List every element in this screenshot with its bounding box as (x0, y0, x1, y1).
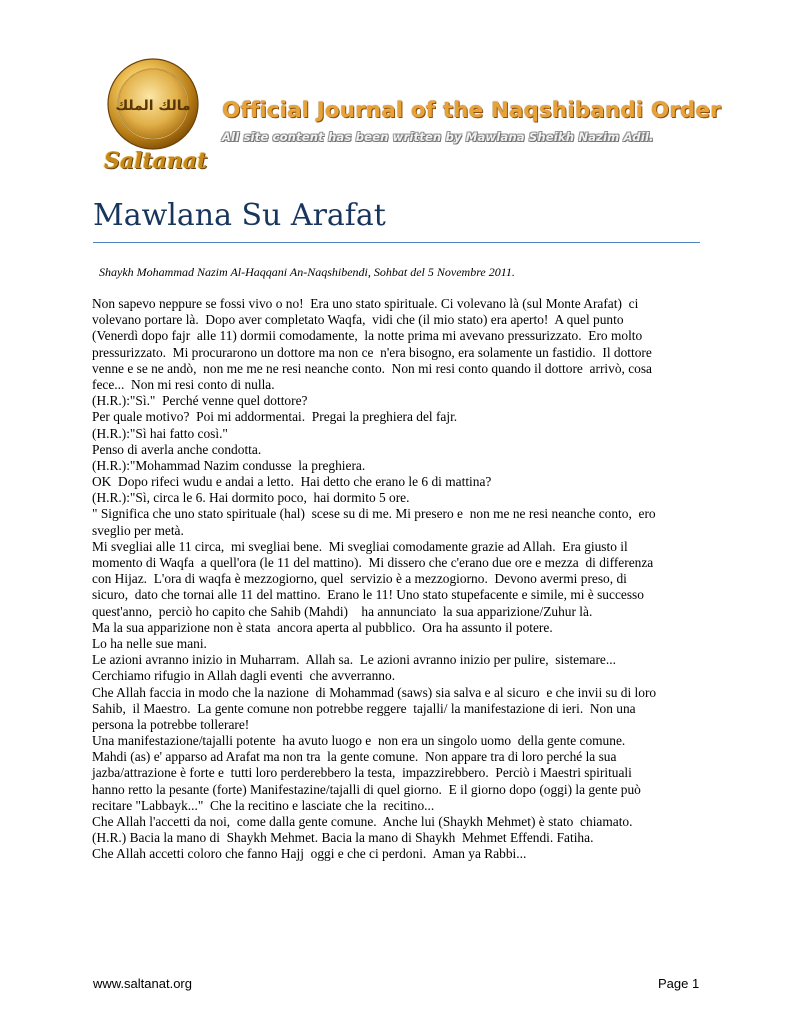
page-number: Page 1 (658, 976, 700, 991)
title-divider (93, 242, 700, 243)
body-line: persona la potrebbe tollerare! (92, 716, 250, 732)
logo-wordmark: Saltanat (104, 148, 208, 174)
body-line: quest'anno, perciò ho capito che Sahib (Mahdi) ha annunciato la sua apparizione/Zuhur là. (92, 603, 593, 619)
byline: Shaykh Mohammad Nazim Al-Haqqani An-Naqshibendi, Sohbat del 5 Novembre 2011. (99, 265, 515, 279)
body-line: Penso di averla anche condotta. (92, 441, 262, 457)
body-line: Per quale motivo? Poi mi addormentai. Pregai la preghiera del fajr. (92, 409, 458, 425)
body-line: Ma la sua apparizione non è stata ancora aperta al pubblico. Ora ha assunto il potere. (92, 619, 553, 635)
body-line: Cerchiamo rifugio in Allah dagli eventi che avverranno. (92, 668, 396, 684)
body-line: (H.R.):"Sì, circa le 6. Hai dormito poco, hai dormito 5 ore. (92, 490, 410, 506)
journal-subtitle: All site content has been written by Mawlana Sheikh Nazim Adil. (222, 130, 654, 144)
body-line: con Hijaz. L'ora di waqfa è mezzogiorno, quel servizio è a mezzogiorno. Devono avermi preso, di (92, 571, 627, 587)
body-line: Le azioni avranno inizio in Muharram. Allah sa. Le azioni avranno inizio per pulire, sistemare... (92, 652, 616, 668)
logo-calligraphy: مالك الملك (115, 98, 191, 114)
body-line: volevano portare là. Dopo aver completato Waqfa, vidi che (il mio stato) era aperto! A quel punto (92, 312, 624, 328)
body-line: hanno retto la pesante (forte) Manifestazine/tajalli di quel giorno. E il giorno dopo (oggi) la gente può (92, 781, 641, 797)
body-line: Una manifestazione/tajalli potente ha avuto luogo e non era un singolo uomo della gente comune. (92, 733, 626, 749)
body-line: (Venerdì dopo fajr alle 11) dormii comodamente, la notte prima mi avevano pressurizzato. Ero molto (92, 328, 643, 344)
body-line: Mahdi (as) e' apparso ad Arafat ma non tra la gente comune. Non appare tra di loro perché la sua (92, 749, 617, 765)
body-line: Che Allah accetti coloro che fanno Hajj oggi e che ci perdoni. Aman ya Rabbi... (92, 846, 527, 862)
body-line: (H.R.):"Sì." Perché venne quel dottore? (92, 393, 308, 409)
body-line: fece... Non mi resi conto di nulla. (92, 376, 275, 392)
footer-url: www.saltanat.org (93, 976, 192, 991)
body-line: recitare "Labbayk..." Che la recitino e lasciate che la recitino... (92, 797, 435, 813)
body-line: Non sapevo neppure se fossi vivo o no! Era uno stato spirituale. Ci volevano là (sul Monte Arafat) ci (92, 296, 639, 311)
body-line: jazba/attrazione è forte e tutti loro perderebbero la testa, impazzirebbero. Perciò i Maestri spirituali (92, 765, 632, 781)
body-line: Sahib, il Maestro. La gente comune non potrebbe reggere tajalli/ la manifestazione di ieri. Non una (92, 700, 636, 716)
page-title: Mawlana Su Arafat (93, 198, 386, 233)
body-line: Che Allah l'accetti da noi, come dalla gente comune. Anche lui (Shaykh Mehmet) è stato chiamato. (92, 814, 633, 829)
body-line: (H.R.) Bacia la mano di Shaykh Mehmet. Bacia la mano di Shaykh Mehmet Effendi. Fatiha. (92, 830, 594, 846)
body-line: (H.R.):"Sì hai fatto così." (92, 425, 228, 441)
body-line: (H.R.):"Mohammad Nazim condusse la preghiera. (92, 457, 366, 473)
journal-title: Official Journal of the Naqshibandi Order (222, 98, 721, 123)
body-line: " Significa che uno stato spirituale (hal) scese su di me. Mi presero e non me ne resi neanche conto, ero (92, 506, 656, 522)
body-line: Che Allah faccia in modo che la nazione di Mohammad (saws) sia salva e al sicuro e che invii su di loro (92, 684, 657, 700)
body-line: sveglio per metà. (92, 522, 184, 538)
body-line: sicuro, dato che tornai alle 11 del mattino. Erano le 11! Uno stato stupefacente e simile, mi è successo (92, 587, 644, 603)
body-line: venne e se ne andò, non me me ne resi neanche conto. Non mi resi conto quando il dottore arrivò, cosa (92, 360, 653, 376)
body-line: Mi svegliai alle 11 circa, mi svegliai bene. Mi svegliai comodamente grazie ad Allah. Era giusto il (92, 538, 628, 554)
body-line: OK Dopo rifeci wudu e andai a letto. Hai detto che erano le 6 di mattina? (92, 474, 492, 490)
body-line: pressurizzato. Mi procurarono un dottore ma non ce n'era bisogno, era solamente un fastidio. Il dottore (92, 344, 652, 360)
body-line: momento di Waqfa a quell'ora (le 11 del mattino). Mi dissero che c'erano due ore e mezza di differenza (92, 555, 654, 570)
body-line: Lo ha nelle sue mani. (92, 635, 207, 651)
article-body (92, 296, 704, 863)
